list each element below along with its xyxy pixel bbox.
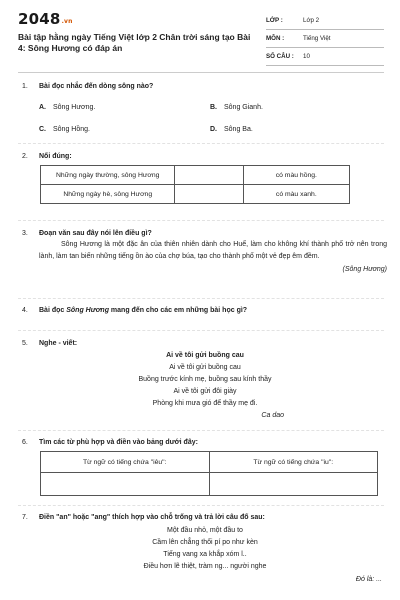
riddle bbox=[40, 525, 370, 573]
meta-value: Tiếng Việt bbox=[303, 35, 331, 42]
match-gap-cell bbox=[175, 185, 243, 204]
riddle-line: Điều hơn lẽ thiệt, tràm ng... người nghe bbox=[143, 563, 267, 570]
match-left-cell[interactable]: Những ngày hè, sông Hương bbox=[41, 185, 175, 204]
option-a[interactable] bbox=[39, 104, 95, 111]
question-separator bbox=[18, 298, 384, 299]
answer-cell-ieu[interactable] bbox=[41, 473, 210, 496]
column-header-ieu: Từ ngữ có tiếng chứa "iêu": bbox=[41, 452, 210, 473]
stem-text: Bài đọc bbox=[39, 307, 67, 314]
question-stem bbox=[39, 307, 247, 314]
matching-table bbox=[40, 165, 350, 204]
question-stem: Tìm các từ phù hợp và điền vào bảng dưới đây: bbox=[39, 439, 198, 446]
option-letter: C. bbox=[39, 126, 46, 133]
logo-main: 2048 bbox=[18, 10, 61, 28]
question-number: 7. bbox=[22, 514, 28, 521]
table-row bbox=[41, 473, 378, 496]
question-stem: Đoạn văn sau đây nói lên điều gì? bbox=[39, 230, 152, 237]
option-c[interactable] bbox=[39, 126, 90, 133]
option-letter: A. bbox=[39, 104, 46, 111]
poem-line: Buồng trước kính mẹ, buồng sau kính thầy bbox=[138, 376, 272, 383]
meta-row-count bbox=[266, 48, 384, 66]
meta-info bbox=[266, 12, 384, 66]
poem-line: Phòng khi mưa gió để thầy mẹ đi. bbox=[152, 400, 258, 407]
question-number: 4. bbox=[22, 307, 28, 314]
site-logo[interactable] bbox=[18, 10, 73, 28]
logo-suffix: .vn bbox=[61, 18, 73, 25]
question-number: 1. bbox=[22, 83, 28, 90]
poem-line: Ai về tôi gửi buồng cau bbox=[169, 364, 241, 371]
header bbox=[18, 8, 384, 70]
column-header-iu: Từ ngữ có tiếng chứa "iu": bbox=[209, 452, 378, 473]
page-title: Bài tập hằng ngày Tiếng Việt lớp 2 Chân trời sáng tạo Bài 4: Sông Hương có đáp án bbox=[18, 32, 251, 53]
stem-italic-title: Sông Hương bbox=[66, 307, 109, 314]
option-letter: B. bbox=[210, 104, 217, 111]
meta-row-subject bbox=[266, 30, 384, 48]
stem-text: mang đến cho các em những bài học gì? bbox=[108, 307, 248, 314]
meta-key: MÔN : bbox=[266, 35, 285, 42]
reading-passage: Sông Hương là một đặc ân của thiên nhiên dành cho Huế, làm cho không khí thành phố trở nên trong lành, làm tan biến những tiếng ồn ào của chợ búa, tạo cho thành phố một vẻ đẹp êm đềm. bbox=[39, 241, 387, 260]
meta-row-class bbox=[266, 12, 384, 30]
question-number: 3. bbox=[22, 230, 28, 237]
header-divider bbox=[18, 72, 384, 73]
question-number: 6. bbox=[22, 439, 28, 446]
passage-source: (Sông Hương) bbox=[342, 266, 387, 273]
riddle-line: Cầm lên chẳng thổi pí po như kèn bbox=[152, 539, 258, 546]
fill-table bbox=[40, 451, 378, 496]
dictation-poem bbox=[40, 350, 370, 422]
table-row bbox=[41, 166, 350, 185]
poem-title: Ai về tôi gửi buồng cau bbox=[166, 352, 244, 359]
meta-value: 10 bbox=[303, 53, 310, 60]
question-stem: Nối đúng: bbox=[39, 153, 72, 160]
option-text: Sông Hương. bbox=[53, 104, 96, 111]
question-stem: Bài đọc nhắc đến dòng sông nào? bbox=[39, 83, 154, 90]
meta-key: LỚP : bbox=[266, 17, 283, 24]
riddle-line: Một đầu nhỏ, một đầu to bbox=[167, 527, 243, 534]
question-stem: Điền "an" hoặc "ang" thích hợp vào chỗ trống và trả lời câu đố sau: bbox=[39, 514, 265, 521]
question-separator bbox=[18, 505, 384, 506]
table-row bbox=[41, 185, 350, 204]
question-number: 5. bbox=[22, 340, 28, 347]
question-separator bbox=[18, 220, 384, 221]
table-header-row bbox=[41, 452, 378, 473]
question-separator bbox=[18, 143, 384, 144]
match-right-cell[interactable]: có màu xanh. bbox=[243, 185, 349, 204]
question-number: 2. bbox=[22, 153, 28, 160]
answer-cell-iu[interactable] bbox=[209, 473, 378, 496]
poem-line: Ai về tôi gửi đôi giày bbox=[173, 388, 237, 395]
question-stem: Nghe - viết: bbox=[39, 340, 78, 347]
match-gap-cell bbox=[175, 166, 243, 185]
option-letter: D. bbox=[210, 126, 217, 133]
riddle-line: Tiếng vang xa khắp xóm l.. bbox=[163, 551, 247, 558]
match-right-cell[interactable]: có màu hồng. bbox=[243, 166, 349, 185]
meta-value: Lớp 2 bbox=[303, 17, 320, 24]
option-b[interactable] bbox=[210, 104, 263, 111]
option-text: Sông Hồng. bbox=[53, 126, 90, 133]
question-separator bbox=[18, 330, 384, 331]
option-d[interactable] bbox=[210, 126, 253, 133]
option-text: Sông Gianh. bbox=[224, 104, 263, 111]
meta-key: SỐ CÂU : bbox=[266, 53, 294, 60]
riddle-answer-line[interactable]: Đó là: ... bbox=[355, 576, 382, 583]
match-left-cell[interactable]: Những ngày thường, sông Hương bbox=[41, 166, 175, 185]
poem-author: Ca dao bbox=[261, 412, 284, 419]
question-separator bbox=[18, 430, 384, 431]
option-text: Sông Ba. bbox=[224, 126, 253, 133]
